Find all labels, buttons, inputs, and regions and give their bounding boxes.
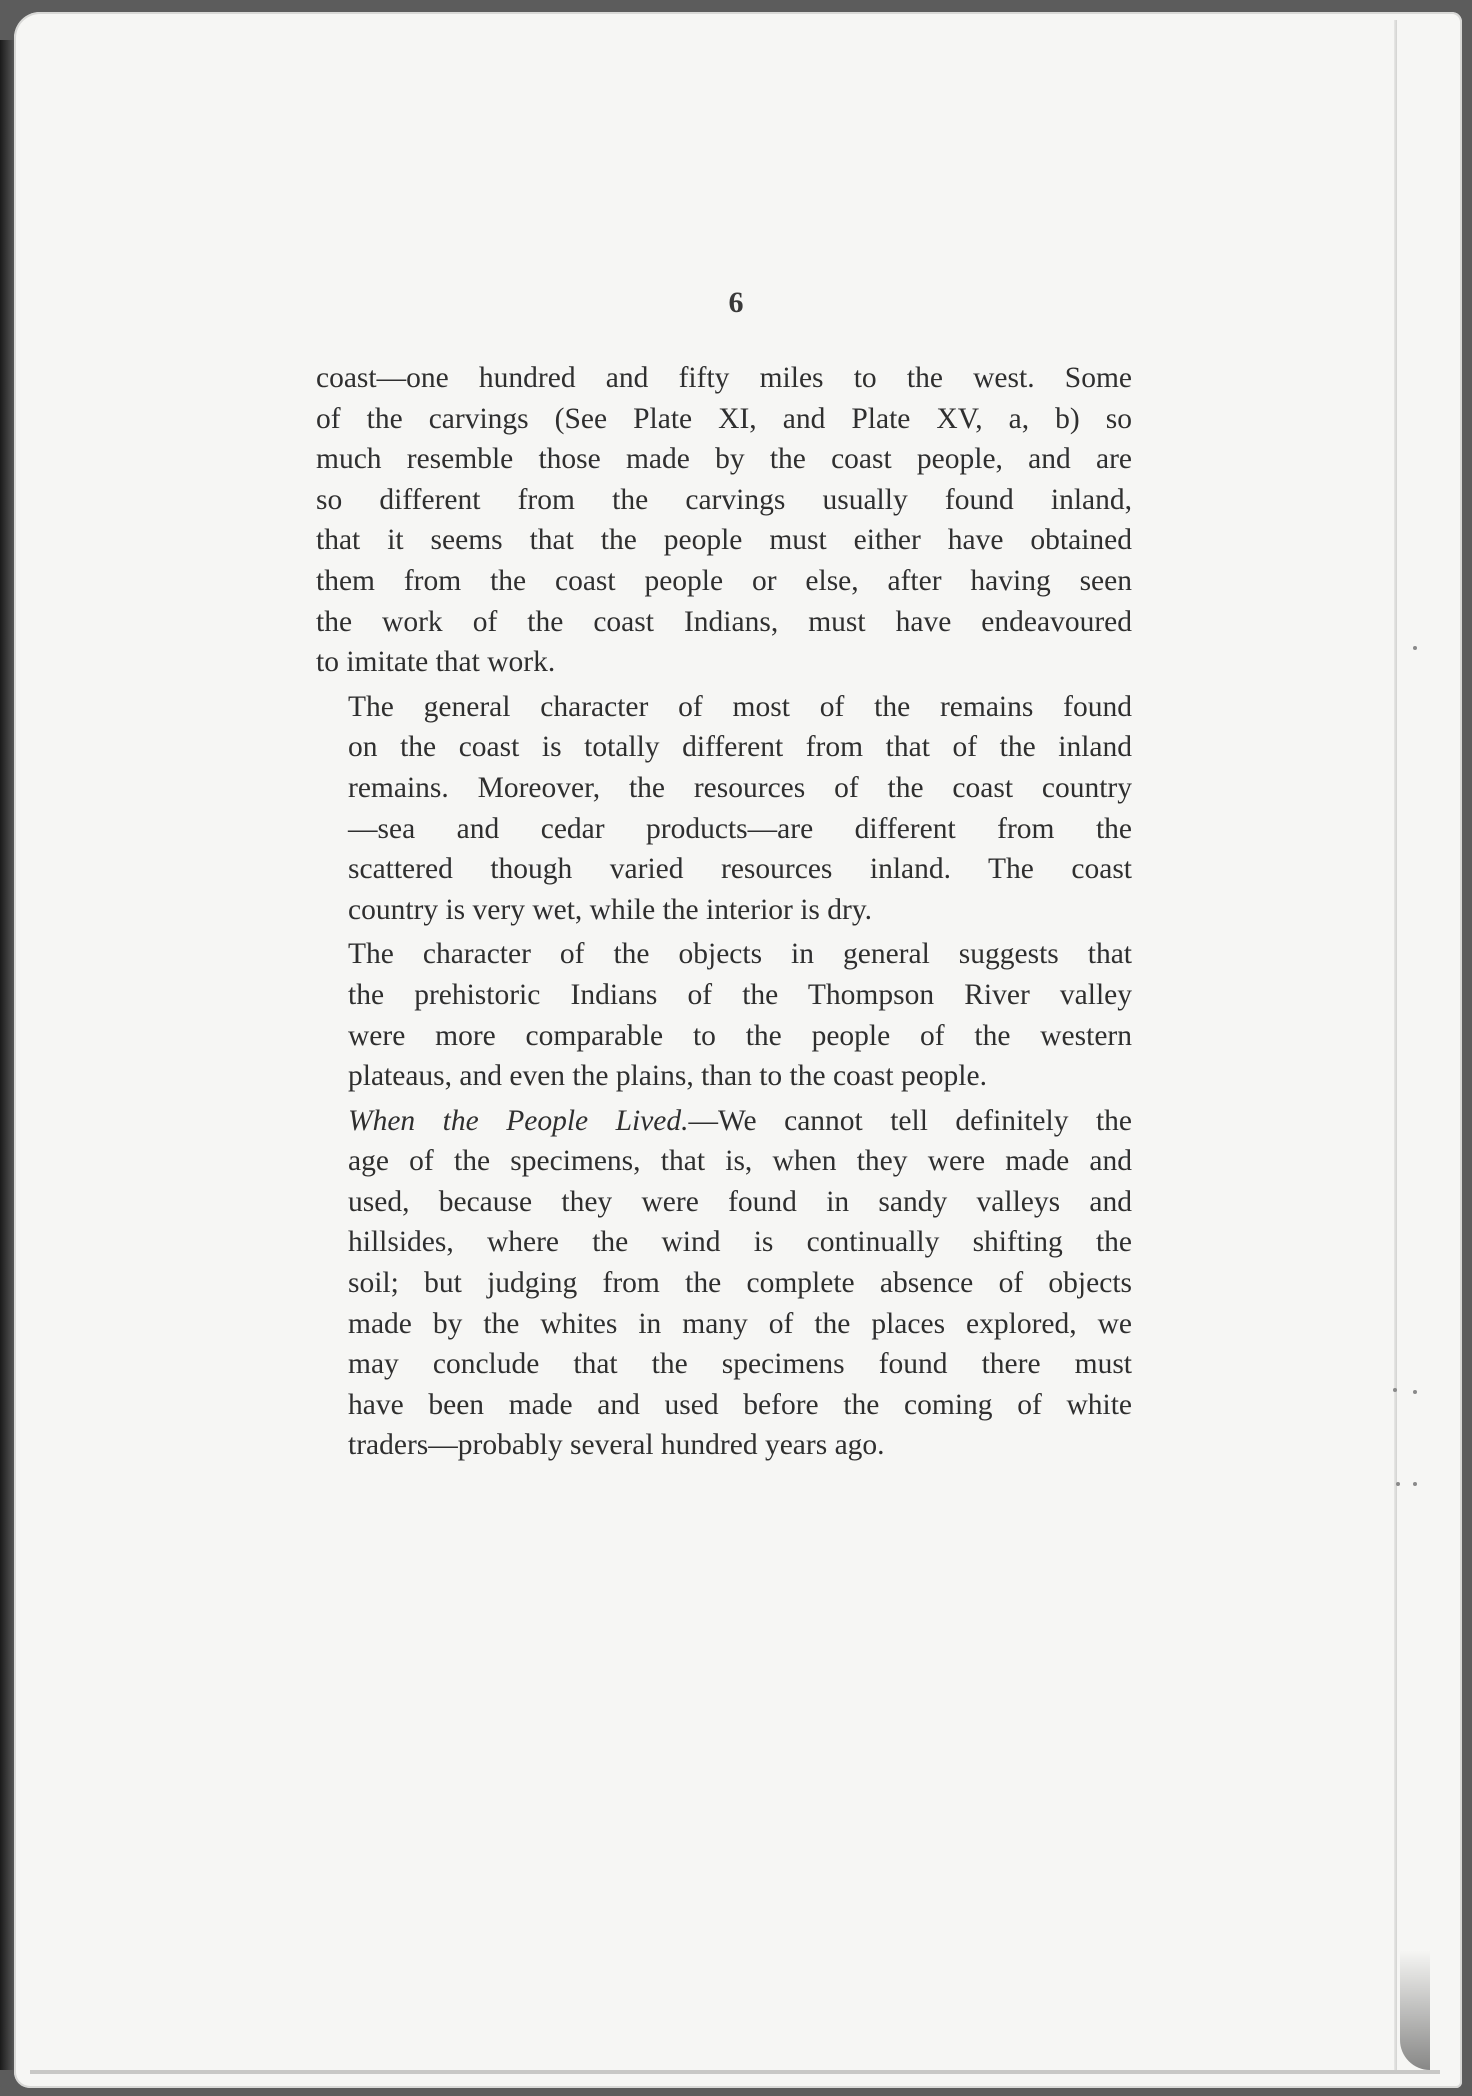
text-line: used, because they were found in sandy valleys and bbox=[348, 1185, 1132, 1218]
text-line: hillsides, where the wind is continually shifting the bbox=[348, 1226, 1132, 1259]
dust-speck bbox=[1413, 1390, 1417, 1394]
text-line: The general character of most of the remains found bbox=[348, 690, 1132, 723]
text-line: may conclude that the specimens found there must bbox=[348, 1348, 1132, 1381]
text-line: of the carvings (See Plate XI, and Plate XV, a, b) so bbox=[316, 402, 1132, 435]
text-line: The character of the objects in general suggests that bbox=[348, 938, 1132, 971]
text-line: plateaus, and even the plains, than to the coast people. bbox=[348, 1060, 987, 1093]
page-bottom-edge bbox=[30, 2070, 1440, 2074]
paragraph-coast-carvings bbox=[316, 358, 1132, 683]
text-line: were more comparable to the people of the western bbox=[348, 1019, 1132, 1052]
page-number: 6 bbox=[728, 286, 744, 319]
section-heading: When the People Lived. bbox=[348, 1104, 689, 1137]
paragraph-when-people-lived bbox=[316, 1101, 1132, 1466]
text-line: age of the specimens, that is, when they were made and bbox=[348, 1145, 1132, 1178]
text-line: —sea and cedar products—are different from the bbox=[348, 812, 1132, 845]
text-line: much resemble those made by the coast people, and are bbox=[316, 443, 1132, 476]
paragraph-object-character bbox=[316, 934, 1132, 1096]
body-text bbox=[316, 358, 1132, 1470]
dust-speck bbox=[1413, 1482, 1417, 1486]
text-line: remains. Moreover, the resources of the coast country bbox=[348, 771, 1132, 804]
text-line: made by the whites in many of the places explored, we bbox=[348, 1307, 1132, 1340]
dust-speck bbox=[1396, 1482, 1400, 1486]
text-line: so different from the carvings usually found inland, bbox=[316, 483, 1132, 516]
text-line: the prehistoric Indians of the Thompson River valley bbox=[348, 978, 1132, 1011]
page-corner-shadow bbox=[1400, 1950, 1430, 2070]
text-line: traders—probably several hundred years ago. bbox=[348, 1429, 885, 1462]
text-line: coast—one hundred and fifty miles to the west. Some bbox=[316, 362, 1132, 394]
text-line: country is very wet, while the interior is dry. bbox=[348, 893, 873, 926]
page-fold-edge bbox=[1394, 20, 1397, 2070]
text-line: on the coast is totally different from that of the inland bbox=[348, 731, 1132, 764]
text-line: that it seems that the people must either have obtained bbox=[316, 524, 1132, 557]
text-line: soil; but judging from the complete absence of objects bbox=[348, 1267, 1132, 1300]
dust-speck bbox=[1413, 646, 1417, 650]
dust-speck bbox=[1393, 1388, 1397, 1392]
text-line: have been made and used before the coming of white bbox=[348, 1388, 1132, 1421]
text-line: scattered though varied resources inland. The coast bbox=[348, 853, 1132, 886]
text-line bbox=[316, 1101, 1132, 1142]
paragraph-general-character bbox=[316, 687, 1132, 931]
text-line: to imitate that work. bbox=[316, 646, 556, 679]
text-line: the work of the coast Indians, must have endeavoured bbox=[316, 605, 1132, 638]
text-run: —We cannot tell definitely the bbox=[688, 1104, 1132, 1137]
text-line: them from the coast people or else, after having seen bbox=[316, 564, 1132, 597]
